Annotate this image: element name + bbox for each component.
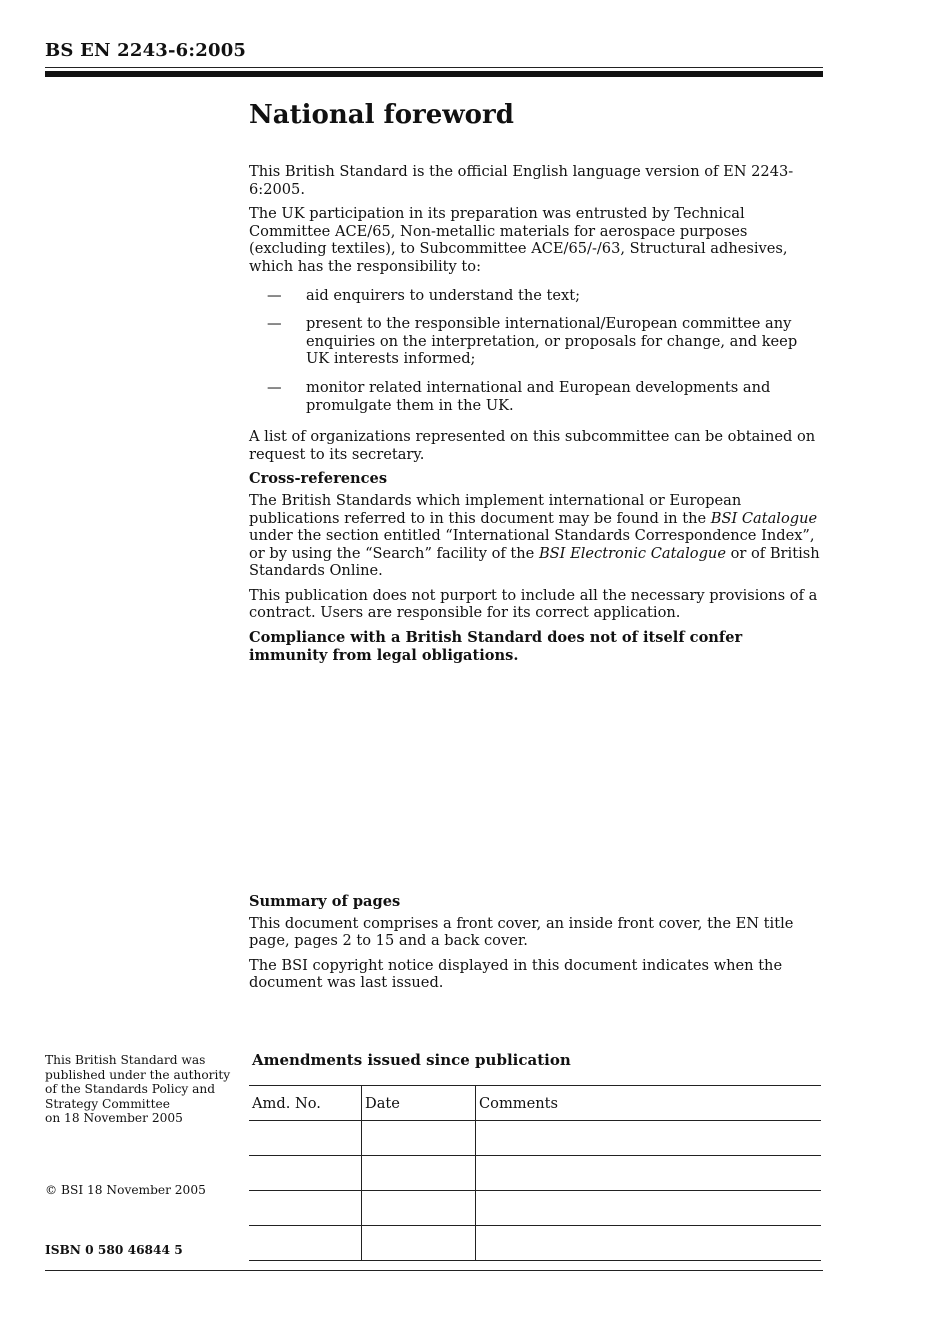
footer-rule xyxy=(45,1270,823,1271)
table-row xyxy=(249,1226,821,1261)
responsibility-list xyxy=(249,287,823,415)
publication-note-line: Strategy Committee xyxy=(45,1096,170,1111)
table-cell xyxy=(249,1226,362,1261)
table-row xyxy=(249,1191,821,1226)
column-header-date: Date xyxy=(362,1086,476,1121)
table-cell xyxy=(362,1121,476,1156)
list-dash: — xyxy=(267,315,282,333)
list-dash: — xyxy=(267,378,282,396)
table-cell xyxy=(476,1156,822,1191)
cross-references-paragraph xyxy=(249,492,823,580)
summary-paragraph-1: This document comprises a front cover, an inside front cover, the EN title page, pages 2 to 15 and a back cover. xyxy=(249,914,794,950)
cross-ref-text-3: or of British Standards Online. xyxy=(249,544,820,580)
list-dash: — xyxy=(267,286,282,304)
foreword-paragraph-2: The UK participation in its preparation was entrusted by Technical Committee ACE/65, Non-metallic materials for aerospace purposes (excluding textiles), to Subcommittee ACE/65/-/63, Structural adhesives, which has the responsibility to: xyxy=(249,205,788,275)
summary-heading: Summary of pages xyxy=(249,893,401,910)
list-item-text: present to the responsible international/European committee any enquiries on the interpretation, or proposals for change, and keep UK interests informed; xyxy=(306,315,798,368)
list-item-text: monitor related international and European developments and promulgate them in the UK. xyxy=(306,378,771,414)
publication-note-line: of the Standards Policy and xyxy=(45,1082,216,1096)
document-id: BS EN 2243-6:2005 xyxy=(45,40,247,61)
publication-note-line: on 18 November 2005 xyxy=(45,1111,183,1125)
table-cell xyxy=(362,1191,476,1226)
foreword-paragraph-1: This British Standard is the official English language version of EN 2243-6:2005. xyxy=(249,163,794,198)
publication-note-line: published under the authority xyxy=(45,1067,231,1082)
table-row xyxy=(249,1156,821,1191)
foreword-paragraph-3: A list of organizations represented on this subcommittee can be obtained on request to its secretary. xyxy=(249,428,816,463)
cross-references-heading: Cross-references xyxy=(249,470,388,488)
header-rule-thick xyxy=(45,71,823,77)
compliance-statement: Compliance with a British Standard does not of itself confer immunity from legal obligations. xyxy=(249,629,743,664)
summary-section xyxy=(249,893,823,999)
header-rule-thin xyxy=(45,67,823,68)
table-cell xyxy=(362,1156,476,1191)
table-cell xyxy=(249,1156,362,1191)
publication-note xyxy=(45,1053,235,1126)
list-item-text: aid enquirers to understand the text; xyxy=(306,286,581,304)
amendments-title: Amendments issued since publication xyxy=(252,1051,571,1069)
cross-ref-text-2: under the section entitled “International Standards Correspondence Index”, or by using the “Search” facility of the xyxy=(249,527,815,562)
table-cell xyxy=(476,1226,822,1261)
table-row xyxy=(249,1121,821,1156)
list-item xyxy=(249,315,823,368)
bsi-catalogue-title: BSI Catalogue xyxy=(710,509,818,527)
page-title: National foreword xyxy=(249,100,514,130)
table-cell xyxy=(249,1191,362,1226)
cross-ref-text-1: The British Standards which implement international or European publications referred to in this document may be found in the xyxy=(249,491,742,527)
publication-note-line: This British Standard was xyxy=(45,1053,206,1067)
copyright-notice: © BSI 18 November 2005 xyxy=(45,1183,206,1197)
foreword-body xyxy=(249,163,823,671)
table-header-row xyxy=(249,1086,821,1121)
table-cell xyxy=(476,1121,822,1156)
table-cell xyxy=(476,1191,822,1226)
list-item xyxy=(249,379,823,414)
amendments-table xyxy=(249,1085,821,1261)
column-header-amd-no: Amd. No. xyxy=(249,1086,362,1121)
summary-paragraph-2: The BSI copyright notice displayed in this document indicates when the document was last issued. xyxy=(249,956,783,992)
isbn: ISBN 0 580 46844 5 xyxy=(45,1243,183,1257)
column-header-comments: Comments xyxy=(476,1086,822,1121)
list-item xyxy=(249,287,823,305)
table-cell xyxy=(249,1121,362,1156)
table-cell xyxy=(362,1226,476,1261)
bsi-electronic-catalogue-title: BSI Electronic Catalogue xyxy=(538,544,726,562)
provisions-paragraph: This publication does not purport to include all the necessary provisions of a contract. Users are responsible for its correct application. xyxy=(249,586,818,622)
